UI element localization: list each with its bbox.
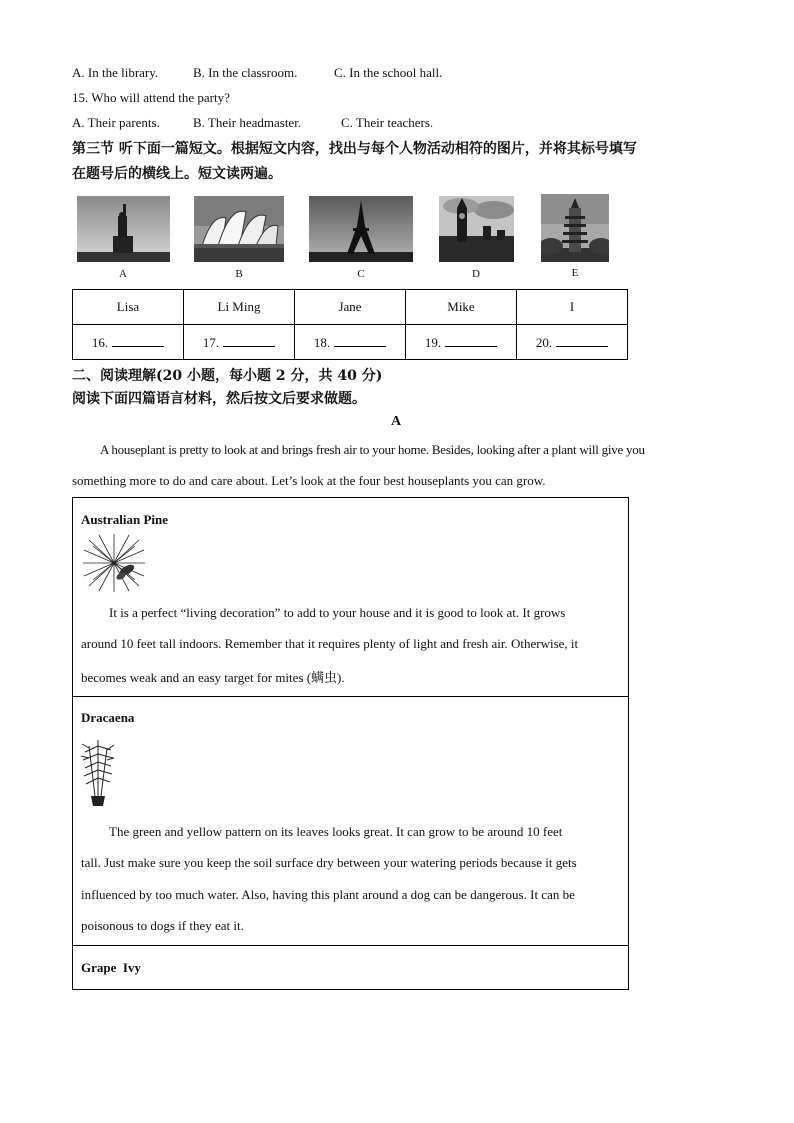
name-cell: Jane <box>295 290 406 325</box>
name-cell: Mike <box>406 290 517 325</box>
answer-blank-20[interactable] <box>556 334 608 347</box>
plant-text-dracaena-line2: tall. Just make sure you keep the soil surface dry between your watering periods because it gets <box>81 855 577 870</box>
answer-blank-19[interactable] <box>445 334 497 347</box>
name-cell: I <box>517 290 628 325</box>
picture-e-label: E <box>571 267 579 279</box>
answer-blank-17[interactable] <box>223 334 275 347</box>
answer-number: 17. <box>202 334 220 350</box>
intro-line-2: something more to do and care about. Let’s look at the four best houseplants you can grow. <box>72 473 546 488</box>
name-cell: Li Ming <box>184 290 295 325</box>
section3-instruction-line2: 在题号后的横线上。短文读两遍。 <box>72 166 282 182</box>
picture-d <box>439 196 514 262</box>
answer-number: 19. <box>424 334 442 350</box>
plant-name-grape-ivy: Grape Ivy <box>81 960 141 975</box>
names-row <box>73 290 628 325</box>
answer-blank-16[interactable] <box>112 334 164 347</box>
plant-name-dracaena: Dracaena <box>81 710 135 725</box>
pagoda-icon <box>541 194 609 262</box>
picture-a-label: A <box>119 268 127 280</box>
intro-line-1: A houseplant is pretty to look at and brings fresh air to your home. Besides, looking after a plant will give you <box>100 442 645 457</box>
names-table <box>72 289 628 360</box>
answer-cell-19 <box>406 325 517 360</box>
answer-cell-18 <box>295 325 406 360</box>
sydney-opera-house-icon <box>194 196 284 262</box>
part2-heading: 二、阅读理解(20 小题，每小题 2 分，共 40 分) <box>72 368 383 384</box>
picture-c-label: C <box>357 268 365 280</box>
answers-row <box>73 325 628 360</box>
answer-cell-17 <box>184 325 295 360</box>
row-divider <box>73 945 628 946</box>
plant-text-australian-pine-line2: around 10 feet tall indoors. Remember that it requires plenty of light and fresh air. Otherwise, it <box>81 636 579 651</box>
q15-option-b: B. Their headmaster. <box>193 115 302 130</box>
eiffel-tower-icon <box>309 196 413 262</box>
plants-table <box>72 497 629 990</box>
row-divider <box>73 696 628 697</box>
answer-number: 20. <box>535 334 553 350</box>
part2-instruction: 阅读下面四篇语言材料，然后按文后要求做题。 <box>72 391 366 407</box>
plant-text-australian-pine-line3: becomes weak and an easy target for mites (螨虫). <box>81 670 345 685</box>
answer-cell-20 <box>517 325 628 360</box>
plant-text-dracaena-line3: influenced by too much water. Also, having this plant around a dog can be dangerous. It can be <box>81 887 575 902</box>
answer-blank-18[interactable] <box>334 334 386 347</box>
name-cell: Lisa <box>73 290 184 325</box>
dracaena-icon <box>81 736 115 806</box>
australian-pine-icon <box>81 532 147 594</box>
picture-a <box>77 196 170 262</box>
q15-question: 15. Who will attend the party? <box>72 90 230 105</box>
plant-name-australian-pine: Australian Pine <box>81 512 169 527</box>
statue-of-liberty-icon <box>77 196 170 262</box>
answer-number: 18. <box>313 334 331 350</box>
answer-cell-16 <box>73 325 184 360</box>
big-ben-icon <box>439 196 514 262</box>
plant-text-australian-pine-line1: It is a perfect “living decoration” to add to your house and it is good to look at. It grows <box>109 605 566 620</box>
passage-letter: A <box>391 414 402 429</box>
q14-option-a: A. In the library. <box>72 65 159 80</box>
q14-option-c: C. In the school hall. <box>334 65 443 80</box>
plant-text-dracaena-line1: The green and yellow pattern on its leaves looks great. It can grow to be around 10 feet <box>109 824 563 839</box>
q15-option-a: A. Their parents. <box>72 115 160 130</box>
section3-instruction-line1: 第三节 听下面一篇短文。根据短文内容，找出与每个人物活动相符的图片，并将其标号填写 <box>72 141 637 157</box>
answer-number: 16. <box>91 334 109 350</box>
picture-d-label: D <box>472 268 480 280</box>
picture-c <box>309 196 413 262</box>
picture-e <box>541 194 609 262</box>
q14-option-b: B. In the classroom. <box>193 65 298 80</box>
picture-b <box>194 196 284 262</box>
plant-text-dracaena-line4: poisonous to dogs if they eat it. <box>81 918 244 933</box>
picture-b-label: B <box>235 268 243 280</box>
q15-option-c: C. Their teachers. <box>341 115 434 130</box>
